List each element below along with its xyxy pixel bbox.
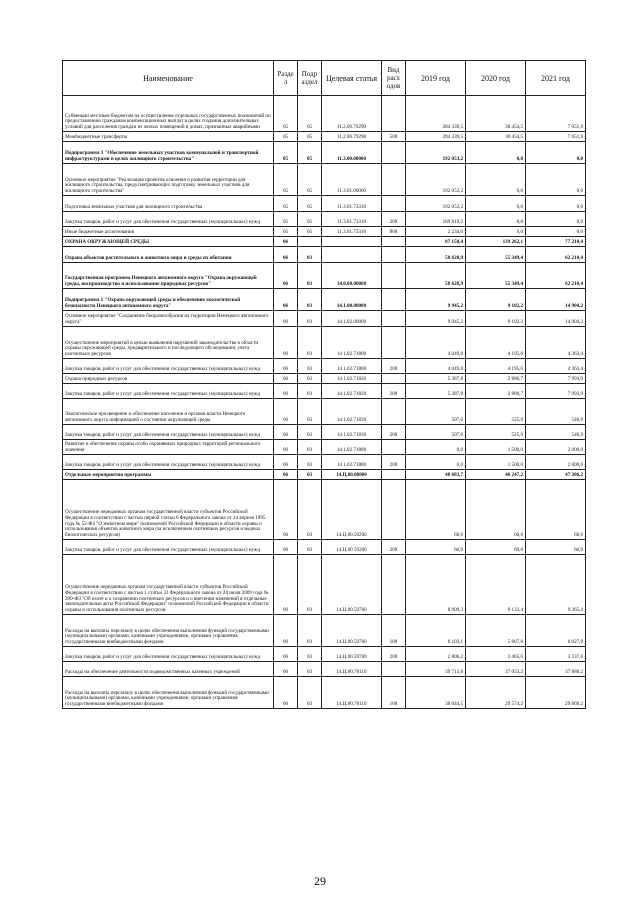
cell-2020: 30 454,5 (466, 96, 526, 132)
cell-section: 06 (274, 540, 298, 555)
cell-section: 06 (274, 425, 298, 440)
cell-name: Отдельные мероприятия программы (63, 470, 274, 480)
table-row (63, 196, 586, 212)
table-row (63, 132, 586, 142)
cell-target-article: 14.1.02.71820 (322, 374, 382, 384)
table-row (63, 555, 586, 615)
table-row (63, 677, 586, 709)
cell-expense-type (382, 480, 406, 540)
cell-expense-type: 200 (382, 540, 406, 555)
cell-2020: 4 195,6 (466, 327, 526, 359)
table-row (63, 540, 586, 555)
cell-2021: 7 993,9 (526, 374, 586, 384)
cell-name: Осуществление переданных органам государственной власти субъектов Российской Федерации в соответствии с частью 1 статьи 33 Федерального закона от 24 июля 2009 года № 209-ФЗ "Об охоте и о сохранении охотничьих ресурсов и о внесении изменений в отдельные законодательные акты Российской Федерации" полномочий Российской Федерации в области охраны и использования охотничьих ресурсов (63, 555, 274, 615)
cell-2020: 55 349,4 (466, 247, 526, 263)
header-2020: 2020 год (466, 61, 526, 96)
cell-expense-type: 200 (382, 212, 406, 227)
cell-subsection: 03 (298, 540, 322, 555)
cell-section: 06 (274, 359, 298, 374)
cell-expense-type: 200 (382, 359, 406, 374)
cell-target-article: 14.Ц.00.00000 (322, 470, 382, 480)
cell-name: Закупка товаров, работ и услуг для обеспечения государственных (муниципальных) нужд (63, 647, 274, 662)
cell-subsection (298, 237, 322, 247)
cell-subsection: 03 (298, 615, 322, 647)
cell-section: 05 (274, 96, 298, 132)
cell-subsection: 03 (298, 384, 322, 399)
cell-subsection: 03 (298, 374, 322, 384)
cell-subsection: 03 (298, 677, 322, 709)
cell-name: Субвенции местным бюджетам на осуществление отдельных государственных полномочий по предоставлению гражданам компенсационных выплат в целях создания дополнительных условий для расселения граждан из жилых помещений в домах, признанных аварийными (63, 96, 274, 132)
table-row (63, 374, 586, 384)
cell-expense-type (382, 311, 406, 327)
cell-2019: 5 387,8 (406, 384, 466, 399)
cell-2021: 60,6 (526, 480, 586, 540)
cell-section: 06 (274, 677, 298, 709)
cell-section: 06 (274, 615, 298, 647)
cell-target-article: 14.Ц.00.59700 (322, 647, 382, 662)
table-row (63, 399, 586, 425)
cell-2020: 1 500,0 (466, 440, 526, 455)
cell-2021: 62 210,4 (526, 247, 586, 263)
cell-2020: 525,9 (466, 399, 526, 425)
cell-name: Осуществление переданных органам государственной власти субъектов Российской Федерации в соответствии с частью первой статьи 6 Федерального закона от 24 апреля 1995 года № 52-ФЗ "О животном мире" полномочий Российской Федерации в области охраны и использования объектов животного мира (за исключением охотничьих ресурсов и водных биологических ресурсов) (63, 480, 274, 540)
cell-expense-type: 200 (382, 425, 406, 440)
cell-2019: 5 387,8 (406, 374, 466, 384)
table-row (63, 212, 586, 227)
cell-subsection: 03 (298, 440, 322, 455)
cell-subsection: 05 (298, 132, 322, 142)
cell-subsection: 05 (298, 96, 322, 132)
table-row (63, 480, 586, 540)
cell-expense-type (382, 662, 406, 677)
cell-2019: 192 053,2 (406, 142, 466, 164)
cell-section: 06 (274, 470, 298, 480)
table-row (63, 647, 586, 662)
cell-2021: 0,0 (526, 196, 586, 212)
cell-2020: 9 102,2 (466, 289, 526, 311)
cell-2021: 546,9 (526, 425, 586, 440)
cell-subsection: 05 (298, 164, 322, 196)
cell-2021: 4 363,4 (526, 327, 586, 359)
table-row (63, 440, 586, 455)
cell-2021: 9 365,4 (526, 555, 586, 615)
cell-2019: 4 049,8 (406, 327, 466, 359)
cell-2021: 62 210,4 (526, 263, 586, 289)
header-subsection: Подр аздел (298, 61, 322, 96)
cell-2021: 2 000,0 (526, 440, 586, 455)
cell-section: 05 (274, 196, 298, 212)
header-expense-type: Вид расх одов (382, 61, 406, 96)
cell-2019: 4 049,8 (406, 359, 466, 374)
cell-name: ОХРАНА ОКРУЖАЮЩЕЙ СРЕДЫ (63, 237, 274, 247)
cell-expense-type (382, 440, 406, 455)
cell-2020: 5 667,8 (466, 615, 526, 647)
cell-2020: 0,0 (466, 164, 526, 196)
cell-section: 06 (274, 555, 298, 615)
cell-2021: 0,0 (526, 142, 586, 164)
cell-2020: 0,0 (466, 196, 526, 212)
table-row (63, 263, 586, 289)
cell-2019: 284 339,5 (406, 96, 466, 132)
cell-section: 06 (274, 311, 298, 327)
cell-name: Закупка товаров, работ и услуг для обеспечения государственных (муниципальных) нужд (63, 212, 274, 227)
cell-name: Закупка товаров, работ и услуг для обеспечения государственных (муниципальных) нужд (63, 425, 274, 440)
cell-subsection: 03 (298, 662, 322, 677)
cell-target-article: 14.Ц.00.59700 (322, 555, 382, 615)
cell-section: 06 (274, 374, 298, 384)
cell-2021: 47 306,2 (526, 470, 586, 480)
cell-subsection: 03 (298, 311, 322, 327)
cell-section: 06 (274, 440, 298, 455)
cell-target-article (322, 237, 382, 247)
cell-subsection: 03 (298, 399, 322, 425)
cell-expense-type (382, 196, 406, 212)
cell-expense-type (382, 96, 406, 132)
cell-target-article: 14.Ц.00.70110 (322, 677, 382, 709)
cell-name: Подготовка земельных участков для жилищного строительства (63, 196, 274, 212)
cell-section: 05 (274, 132, 298, 142)
cell-2021: 37 880,2 (526, 662, 586, 677)
cell-section: 06 (274, 237, 298, 247)
cell-2019: 9 945,2 (406, 311, 466, 327)
cell-name: Экологическое просвещение и обеспечение населения и органов власти Ненецкого автономного округа информацией о состоянии окружающей среды (63, 399, 274, 425)
cell-name: Охрана объектов растительного и животного мира и среды их обитания (63, 247, 274, 263)
cell-target-article: 14.1.02.71830 (322, 425, 382, 440)
cell-2021: 7 051,9 (526, 96, 586, 132)
table-row (63, 327, 586, 359)
cell-2020: 3 465,6 (466, 647, 526, 662)
cell-expense-type: 200 (382, 384, 406, 399)
cell-subsection: 03 (298, 263, 322, 289)
cell-2021: 4 363,4 (526, 359, 586, 374)
cell-2019: 58 628,9 (406, 263, 466, 289)
cell-2020: 60,6 (466, 540, 526, 555)
cell-target-article: 14.Ц.00.70110 (322, 662, 382, 677)
cell-target-article: 14.1.02.00000 (322, 311, 382, 327)
cell-2021: 77 210,4 (526, 237, 586, 247)
cell-subsection: 03 (298, 289, 322, 311)
cell-2019: 284 339,5 (406, 132, 466, 142)
cell-target-article: 14 1.02.71800 (322, 327, 382, 359)
cell-target-article: 11.2.06.79290 (322, 96, 382, 132)
table-row (63, 662, 586, 677)
cell-target-article: 11.3.01.73310 (322, 196, 382, 212)
cell-2020: 46 247,2 (466, 470, 526, 480)
table-row (63, 142, 586, 164)
header-target-article: Целевая статья (322, 61, 382, 96)
cell-name: Расходы на выплаты персоналу в целях обеспечения выполнения функций государственными (муниципальными) органами, казенными учреждениями, органами управления государственными внебюджетными фондами (63, 615, 274, 647)
cell-2019: 58 628,9 (406, 247, 466, 263)
cell-2020: 2 880,7 (466, 374, 526, 384)
cell-target-article: 14.Ц.00.59200 (322, 480, 382, 540)
cell-2019: 507,6 (406, 399, 466, 425)
table-row (63, 384, 586, 399)
cell-target-article: 11.3.01.00000 (322, 164, 382, 196)
cell-name: Расходы на выплаты персоналу в целях обеспечения выполнения функций государственными (муниципальными) органами, казенными учреждениями, органами управления государственными внебюджетными фондами (63, 677, 274, 709)
cell-2020: 0,0 (466, 212, 526, 227)
cell-2019: 60,6 (406, 540, 466, 555)
cell-section: 06 (274, 480, 298, 540)
cell-section: 05 (274, 212, 298, 227)
cell-section: 06 (274, 399, 298, 425)
cell-target-article: 14.1.02.71830 (322, 399, 382, 425)
cell-2019: 6 103,1 (406, 615, 466, 647)
cell-target-article: 11.3.01.73310 (322, 227, 382, 237)
cell-name: Иные бюджетные ассигнования (63, 227, 274, 237)
cell-subsection: 03 (298, 327, 322, 359)
cell-2021: 546,9 (526, 399, 586, 425)
cell-section: 06 (274, 327, 298, 359)
table-row (63, 96, 586, 132)
cell-name: Закупка товаров, работ и услуг для обеспечения государственных (муниципальных) нужд (63, 455, 274, 470)
cell-2019: 192 053,2 (406, 164, 466, 196)
cell-subsection: 03 (298, 480, 322, 540)
header-section: Разде л (274, 61, 298, 96)
cell-2021: 0,0 (526, 227, 586, 237)
cell-2019: 0,0 (406, 455, 466, 470)
table-row (63, 237, 586, 247)
cell-2021: 29 869,2 (526, 677, 586, 709)
cell-2019: 2 806,2 (406, 647, 466, 662)
cell-target-article: 14.0.00.00000 (322, 263, 382, 289)
cell-name: Подпрограмма 1 "Охрана окружающей среды и обеспечение экологической безопасности Ненецкого автономного округа" (63, 289, 274, 311)
cell-2020: 1 500,0 (466, 455, 526, 470)
cell-expense-type (382, 555, 406, 615)
cell-2019: 48 683,7 (406, 470, 466, 480)
cell-expense-type (382, 142, 406, 164)
table-row (63, 455, 586, 470)
table-row (63, 289, 586, 311)
cell-name: Основное мероприятие "Сохранение биоразнообразия на территории Ненецкого автономного округа" (63, 311, 274, 327)
cell-expense-type (382, 327, 406, 359)
cell-section: 06 (274, 384, 298, 399)
cell-2019: 0,0 (406, 440, 466, 455)
cell-name: Закупка товаров, работ и услуг для обеспечения государственных (муниципальных) нужд (63, 540, 274, 555)
budget-table-page (62, 60, 585, 709)
cell-name: Охрана природных ресурсов (63, 374, 274, 384)
cell-expense-type: 100 (382, 677, 406, 709)
table-header-row (63, 61, 586, 96)
cell-name: Осуществление мероприятий в целью выявления нарушений законодательства в области охраны окружающей среды, предварительного и последующего обследования, учета охотничьих ресурсов (63, 327, 274, 359)
cell-2020: 30 454,5 (466, 132, 526, 142)
cell-2019: 87 158,4 (406, 237, 466, 247)
budget-table (62, 60, 586, 709)
cell-target-article: 14.Ц.00 59200 (322, 540, 382, 555)
cell-target-article: 14.Ц.00.59700 (322, 615, 382, 647)
cell-target-article: 11.3.01.73310 (322, 212, 382, 227)
table-row (63, 227, 586, 237)
table-row (63, 470, 586, 480)
table-row (63, 311, 586, 327)
cell-section: 06 (274, 455, 298, 470)
cell-2019: 192 053,2 (406, 196, 466, 212)
page-number: 29 (314, 874, 326, 888)
header-2019: 2019 год (406, 61, 466, 96)
cell-expense-type (382, 263, 406, 289)
cell-2019: 39 713,8 (406, 662, 466, 677)
table-row (63, 615, 586, 647)
cell-2020: 9 133,4 (466, 555, 526, 615)
cell-subsection: 03 (298, 647, 322, 662)
header-name: Наименование (63, 61, 274, 96)
cell-expense-type (382, 470, 406, 480)
table-row (63, 164, 586, 196)
cell-2019: 189 819,2 (406, 212, 466, 227)
cell-2021: 2 000,0 (526, 455, 586, 470)
cell-expense-type: 500 (382, 132, 406, 142)
cell-expense-type (382, 289, 406, 311)
cell-expense-type (382, 374, 406, 384)
cell-2021: 60,6 (526, 540, 586, 555)
cell-expense-type: 800 (382, 227, 406, 237)
cell-subsection: 03 (298, 425, 322, 440)
cell-2020: 2 880,7 (466, 384, 526, 399)
cell-target-article: 11.3.00.00000 (322, 142, 382, 164)
table-row (63, 359, 586, 374)
cell-2020: 37 053,2 (466, 662, 526, 677)
cell-subsection: 05 (298, 196, 322, 212)
cell-name: Закупка товаров, работ и услуг для обеспечения государственных (муниципальных) нужд (63, 359, 274, 374)
cell-target-article: 14.1.00.00000 (322, 289, 382, 311)
cell-expense-type: 200 (382, 647, 406, 662)
cell-2019: 30 044,5 (406, 677, 466, 709)
cell-target-article: 14.1.02.71880 (322, 440, 382, 455)
cell-section: 05 (274, 142, 298, 164)
cell-2020: 29 574,2 (466, 677, 526, 709)
cell-expense-type (382, 399, 406, 425)
table-body (63, 96, 586, 709)
cell-2019: 9 945,2 (406, 289, 466, 311)
table-row (63, 425, 586, 440)
cell-2021: 14 904,2 (526, 289, 586, 311)
cell-name: Межбюджетные трансферты (63, 132, 274, 142)
header-2021: 2021 год (526, 61, 586, 96)
cell-section: 05 (274, 227, 298, 237)
cell-subsection: 05 (298, 227, 322, 237)
cell-expense-type (382, 237, 406, 247)
cell-name: Государственная программа Ненецкого автономного округа "Охрана окружающей среды, воспроизводство и использование природных ресурсов" (63, 263, 274, 289)
cell-2020: 4 195,6 (466, 359, 526, 374)
cell-section: 06 (274, 247, 298, 263)
cell-2020: 0,0 (466, 227, 526, 237)
cell-name: Развитие и обеспечение охраны особо охраняемых природных территорий регионального значения (63, 440, 274, 455)
cell-expense-type: 100 (382, 615, 406, 647)
cell-2020: 55 349,4 (466, 263, 526, 289)
cell-2020: 60,6 (466, 480, 526, 540)
cell-2020: 0,0 (466, 142, 526, 164)
cell-section: 06 (274, 289, 298, 311)
cell-2020: 139 262,1 (466, 237, 526, 247)
cell-subsection: 03 (298, 247, 322, 263)
cell-target-article (322, 247, 382, 263)
cell-target-article: 14.1.02.71800 (322, 359, 382, 374)
cell-2021: 6 027,8 (526, 615, 586, 647)
cell-name: Подпрограмма 3 "Обеспечение земельных участков коммунальной и транспортной инфраструктурами в целях жилищного строительства" (63, 142, 274, 164)
cell-subsection: 05 (298, 142, 322, 164)
cell-2021: 0,0 (526, 212, 586, 227)
table-row (63, 247, 586, 263)
cell-subsection: 03 (298, 555, 322, 615)
cell-expense-type: 200 (382, 455, 406, 470)
cell-name: Основное мероприятие "Реализация проектов освоения и развития территории для жилищного строительства, предусматривающих подготовку земельных участков для жилищного строительства" (63, 164, 274, 196)
cell-name: Закупка товаров, работ и услуг для обеспечения государственных (муниципальных) нужд (63, 384, 274, 399)
cell-target-article: 14 1.02.71880 (322, 455, 382, 470)
cell-2021: 3 337,6 (526, 647, 586, 662)
cell-2021: 0,0 (526, 164, 586, 196)
cell-target-article: 11.2.06.79290 (322, 132, 382, 142)
cell-section: 05 (274, 164, 298, 196)
cell-subsection: 03 (298, 455, 322, 470)
cell-expense-type (382, 164, 406, 196)
cell-expense-type (382, 247, 406, 263)
cell-2021: 7 051,9 (526, 132, 586, 142)
cell-2019: 8 909,3 (406, 555, 466, 615)
cell-2019: 60,6 (406, 480, 466, 540)
cell-section: 06 (274, 263, 298, 289)
cell-2021: 7 993,9 (526, 384, 586, 399)
cell-section: 06 (274, 647, 298, 662)
cell-subsection: 03 (298, 359, 322, 374)
cell-name: Расходы на обеспечение деятельности подведомственных казенных учреждений (63, 662, 274, 677)
cell-2021: 14 904,2 (526, 311, 586, 327)
cell-target-article: 14.1.02.71820 (322, 384, 382, 399)
cell-2020: 525,9 (466, 425, 526, 440)
cell-subsection: 05 (298, 212, 322, 227)
cell-2020: 9 102,2 (466, 311, 526, 327)
cell-2019: 507,6 (406, 425, 466, 440)
cell-section: 06 (274, 662, 298, 677)
cell-subsection: 03 (298, 470, 322, 480)
cell-2019: 2 234,0 (406, 227, 466, 237)
